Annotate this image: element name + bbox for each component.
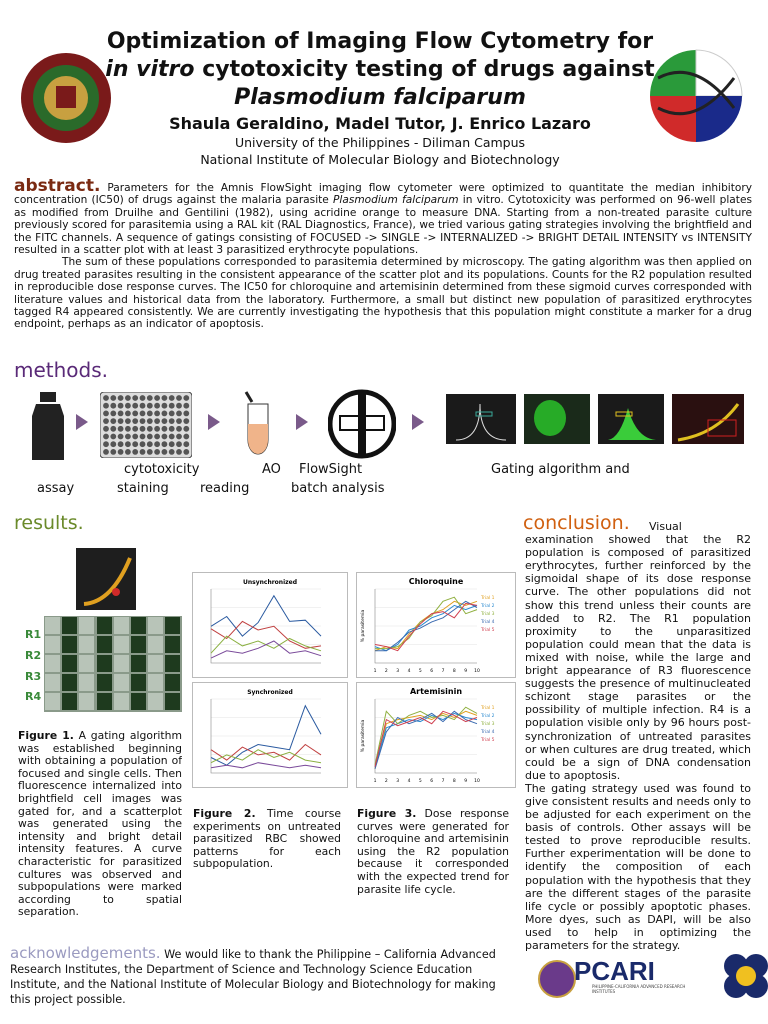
x-tick-label: 4 <box>407 779 411 784</box>
conclusion-heading: conclusion. <box>523 512 630 534</box>
poster-title: Optimization of Imaging Flow Cytometry for in vitro cytotoxicity testing of drugs against Plasmodium falciparum <box>105 29 655 110</box>
series-line <box>211 706 321 766</box>
cell-image <box>131 693 146 710</box>
series-line <box>211 641 321 658</box>
cell-image <box>62 674 77 691</box>
legend-entry: Trial 1 <box>481 596 495 601</box>
series-line <box>375 597 477 648</box>
pcari-logo: PCARI <box>574 956 655 986</box>
series-line <box>211 750 321 763</box>
x-tick-label: 8 <box>452 669 456 674</box>
cell-image <box>148 693 163 710</box>
chart-title: Chloroquine <box>408 577 464 586</box>
cell-image <box>45 636 60 653</box>
affiliation-institute: National Institute of Molecular Biology and Biotechnology <box>200 152 560 167</box>
x-tick-label: 7 <box>441 779 445 784</box>
method-label-staining: staining <box>117 481 169 496</box>
tube-icon <box>238 390 278 466</box>
x-tick-label: 3 <box>396 779 400 784</box>
x-tick-label: 1 <box>373 779 377 784</box>
x-tick-label: 10 <box>474 779 480 784</box>
series-line <box>211 763 321 768</box>
pcari-seal-icon <box>538 960 576 998</box>
legend-entry: Trial 5 <box>481 628 495 633</box>
acknowledgements: acknowledgements. We would like to thank the Philippine – California Advanced Research Institutes, the Department of Science and Technology Science Education Institute, and the National Institute of Molecular Biology and Biotechnology for making this project possible. <box>10 944 496 1006</box>
legend-entry: Trial 2 <box>481 714 495 719</box>
x-tick-label: 10 <box>474 669 480 674</box>
series-line <box>375 711 477 767</box>
chart-title: Synchronized <box>247 689 293 696</box>
x-tick-label: 4 <box>407 669 411 674</box>
cell-image <box>131 674 146 691</box>
well-plate-icon <box>100 392 192 462</box>
nimbb-logo-icon <box>722 952 768 1004</box>
bottle-icon <box>30 390 66 466</box>
series-line <box>375 605 477 650</box>
cell-image <box>62 617 77 634</box>
x-tick-label: 5 <box>418 779 422 784</box>
cell-image <box>97 617 112 634</box>
x-tick-label: 7 <box>441 669 445 674</box>
cell-image <box>97 674 112 691</box>
fig1-scatter-overlay <box>76 548 136 610</box>
cell-image <box>45 655 60 672</box>
cell-image <box>62 655 77 672</box>
arrow-icon <box>208 414 220 430</box>
x-tick-label: 1 <box>373 669 377 674</box>
gating-plots-overlay <box>446 394 746 444</box>
method-label-cytotoxicity: cytotoxicity <box>124 462 200 477</box>
cell-image <box>62 636 77 653</box>
cell-image <box>45 693 60 710</box>
cell-image <box>114 674 129 691</box>
cell-image <box>114 693 129 710</box>
cell-image <box>114 617 129 634</box>
x-tick-label: 5 <box>418 669 422 674</box>
cell-image <box>131 617 146 634</box>
method-label-flowsight: FlowSight <box>299 462 363 477</box>
legend-entry: Trial 3 <box>481 722 495 727</box>
figure3-caption: Figure 3. Dose response curves were generated for chloroquine and artemisinin using the R2 population because it corresponded with the expected trend for parasite life cycle. <box>357 807 509 896</box>
row-label-r1: R1 <box>25 628 42 641</box>
cell-image <box>148 617 163 634</box>
cell-image <box>165 617 180 634</box>
arrow-icon <box>296 414 308 430</box>
legend-entry: Trial 3 <box>481 612 495 617</box>
chart-title: Artemisinin <box>409 687 463 696</box>
series-line <box>375 603 477 650</box>
cell-image <box>165 693 180 710</box>
cell-image <box>148 636 163 653</box>
figure2-caption: Figure 2. Time course experiments on untreated parasitized RBC showed patterns for each subpopulation. <box>193 807 341 871</box>
method-label-batch: batch analysis <box>291 481 385 496</box>
pcari-subtitle: PHILIPPINE-CALIFORNIA ADVANCED RESEARCH INSTITUTES <box>592 984 686 994</box>
up-seal-icon <box>20 52 112 144</box>
fig1-image-grid <box>44 616 182 712</box>
cell-image <box>79 655 94 672</box>
x-tick-label: 2 <box>384 779 388 784</box>
affiliation-university: University of the Philippines - Diliman Campus <box>234 135 526 150</box>
abstract-heading: abstract. <box>14 176 101 196</box>
y-axis-label: % parasitemia <box>361 609 366 643</box>
acknowledgements-heading: acknowledgements. <box>10 944 161 962</box>
cell-image <box>97 693 112 710</box>
legend-entry: Trial 2 <box>481 604 495 609</box>
methods-heading: methods. <box>14 358 109 382</box>
chart-unsynchronized <box>192 572 348 678</box>
chart-synchronized <box>192 682 348 788</box>
row-label-r4: R4 <box>25 690 42 703</box>
cell-image <box>165 636 180 653</box>
chart-title: Unsynchronized <box>243 579 297 586</box>
chart-chloroquine <box>356 572 516 678</box>
arrow-icon <box>76 414 88 430</box>
cell-image <box>79 617 94 634</box>
row-label-r3: R3 <box>25 670 42 683</box>
x-tick-label: 3 <box>396 669 400 674</box>
x-tick-label: 8 <box>452 779 456 784</box>
x-tick-label: 9 <box>464 779 468 784</box>
legend-entry: Trial 4 <box>481 620 495 625</box>
cell-image <box>165 674 180 691</box>
series-line <box>211 745 321 761</box>
cell-image <box>131 636 146 653</box>
authors: Shaula Geraldino, Madel Tutor, J. Enrico Lazaro <box>169 114 591 133</box>
cell-image <box>79 693 94 710</box>
cell-image <box>62 693 77 710</box>
method-label-assay: assay <box>37 481 75 496</box>
flowsight-icon <box>328 388 396 464</box>
conclusion-text: Visual examination showed that the R2 population is composed of parasitized erythrocytes, further reinforced by the sigmoidal shape of its dose response curve. The other populations did not show this trend unless their counts are added to R2. The R1 population proximity to the unparasitized population could mean that the data is mixed with noise, while the large and bright appearance of R3 fluorescence suggests the presence of multinucleated schizont stage parasites or the possibility of multiple infection. R4 is a population visible only by 96 hours post-synchronization of untreated parasites or when cultures are drug treated, which could be a sign of DNA condensation due to apoptosis. The gating strategy used was found to give consistent results and needs only to be adjusted for each experiment on the basis of controls. Other assays will be tested to prove reproducible results. Further experimentation will be done to identify the composition of each population with the hypothesis that they are the different stages of the parasite life cycle or possibly apoptotic phases. More dyes, such as DAPI, will be also used to help in optimizing the parameters for the strategy. <box>525 520 751 952</box>
method-label-gating: Gating algorithm and <box>491 462 630 477</box>
cell-image <box>97 655 112 672</box>
cell-image <box>114 655 129 672</box>
cell-image <box>79 674 94 691</box>
cell-image <box>148 674 163 691</box>
method-label-ao: AO <box>262 462 281 477</box>
y-axis-label: % parasitemia <box>361 719 366 753</box>
x-tick-label: 9 <box>464 669 468 674</box>
cell-image <box>131 655 146 672</box>
legend-entry: Trial 1 <box>481 706 495 711</box>
cell-image <box>148 655 163 672</box>
cell-image <box>165 655 180 672</box>
series-line <box>211 596 321 636</box>
cell-image <box>97 636 112 653</box>
abstract: abstract. Parameters for the Amnis FlowSight imaging flow cytometer were optimized to quantitate the median inhibitory concentration (IC50) of drugs against the malaria parasite Plasmodium falciparum in vitro. Cytotoxicity was performed on 96-well plates as modified from Druilhe and Gentilini (1982), using acridine orange to measure DNA. Starting from a non-treated parasite culture previously scored for parasitemia using a RAL kit (RAL Diagnostics, France), we tried various gating strategies involving the brightfield and the FITC channels. A sequence of gatings consisting of FOCUSED -> SINGLE -> INTERNALIZED -> BRIGHT DETAIL INTENSITY vs INTENSITY resulted in a scatter plot with at least 3 parasitized erythrocyte populations. The sum of these populations corresponded to parasitemia determined by microscopy. The gating algorithm was then applied on drug treated parasites resulting in the consistent appearance of the scatter plot and its populations. Counts for the R2 population resulted in reproducible dose response curves. The IC50 for chloroquine and artemisinin determined from these sigmoid curves corresponded with literature values and historical data from the laboratory. Furthermore, a small but distinct new population of parasitized erythrocytes tagged R4 appeared consistently. We are currently investigating the hypothesis that this population might constitute a marker for a drug endpoint, perhaps as an indicator of apoptosis. <box>14 176 752 331</box>
legend-entry: Trial 5 <box>481 738 495 743</box>
arrow-icon <box>412 414 424 430</box>
dna-logo-icon <box>648 48 744 144</box>
row-label-r2: R2 <box>25 649 42 662</box>
x-tick-label: 6 <box>430 669 434 674</box>
legend-entry: Trial 4 <box>481 730 495 735</box>
chart-artemisinin <box>356 682 516 788</box>
figure1-caption: Figure 1. A gating algorithm was established beginning with obtaining a population of focused and single cells. Then fluorescence internalized into brightfield cell images was gated for, and a scatterplot was generated using the intensity and bright detail intensity features. A curve characteristic for parasitized cultures was observed and subpopulations were marked according to spatial separation. <box>18 730 182 919</box>
x-tick-label: 2 <box>384 669 388 674</box>
title-italic: in vitro <box>105 57 195 82</box>
cell-image <box>114 636 129 653</box>
results-heading: results. <box>14 512 84 534</box>
cell-image <box>45 617 60 634</box>
cell-image <box>45 674 60 691</box>
x-tick-label: 6 <box>430 779 434 784</box>
cell-image <box>79 636 94 653</box>
method-label-reading: reading <box>200 481 250 496</box>
